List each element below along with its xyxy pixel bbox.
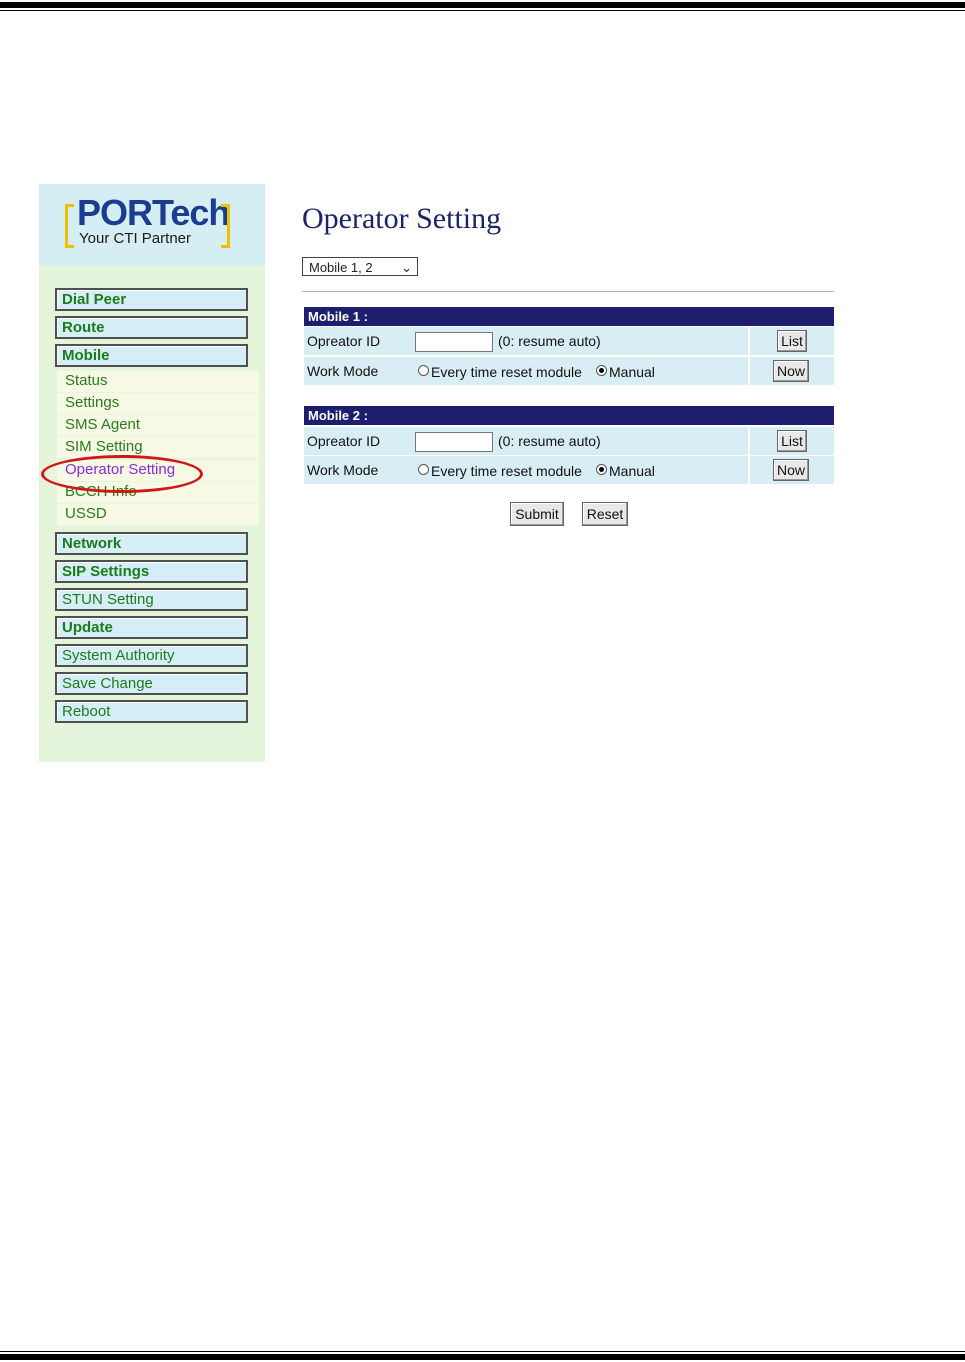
radio-every-time-reset[interactable]: [418, 464, 429, 475]
operator-id-hint: (0: resume auto): [498, 333, 601, 349]
radio-every-time-reset-label: Every time reset module: [431, 463, 582, 479]
sidebar-item-update[interactable]: Update: [55, 616, 248, 639]
sidebar-subitem-sim-setting[interactable]: SIM Setting: [57, 437, 259, 458]
chevron-down-icon: ⌄: [401, 260, 412, 275]
radio-manual-label: Manual: [609, 364, 655, 380]
now-cell: [750, 357, 834, 385]
radio-manual[interactable]: [596, 464, 607, 475]
section-header-mobile-2: Mobile 2 :: [304, 406, 834, 425]
bottom-rule-thin: [0, 1351, 965, 1352]
sidebar-item-save-change[interactable]: Save Change: [55, 672, 248, 695]
sidebar-item-stun-setting[interactable]: STUN Setting: [55, 588, 248, 611]
operator-id-label: Opreator ID: [304, 327, 412, 355]
logo-bracket-right: [221, 204, 230, 248]
radio-manual[interactable]: [596, 365, 607, 376]
now-cell: [750, 456, 834, 484]
sidebar-item-route[interactable]: Route: [55, 316, 248, 339]
logo-bracket-left: [65, 204, 74, 248]
radio-every-time-reset-label: Every time reset module: [431, 364, 582, 380]
list-button[interactable]: List: [777, 330, 807, 352]
work-mode-label: Work Mode: [304, 357, 412, 385]
row-work-mode-1: [304, 357, 834, 385]
now-button[interactable]: Now: [773, 360, 809, 382]
logo-tagline: Your CTI Partner: [79, 230, 191, 247]
list-cell: [750, 327, 834, 355]
sidebar-subitem-bcch-info[interactable]: BCCH Info: [57, 482, 259, 503]
sidebar-item-dial-peer[interactable]: Dial Peer: [55, 288, 248, 311]
operator-id-hint: (0: resume auto): [498, 433, 601, 449]
sidebar: [39, 184, 265, 762]
sidebar-subitem-ussd[interactable]: USSD: [57, 504, 259, 525]
bottom-rule: [0, 1354, 965, 1360]
row-work-mode-2: [304, 456, 834, 484]
work-mode-label: Work Mode: [304, 456, 412, 484]
sidebar-subitem-operator-setting[interactable]: Operator Setting: [57, 460, 259, 481]
sidebar-subitem-sms-agent[interactable]: SMS Agent: [57, 415, 259, 436]
mobile-select[interactable]: [302, 257, 418, 276]
work-mode-cell: [411, 357, 748, 385]
logo-text: PORTech: [77, 192, 230, 233]
radio-every-time-reset[interactable]: [418, 365, 429, 376]
top-rule-thin: [0, 10, 965, 11]
operator-id-label: Opreator ID: [304, 427, 412, 455]
mobile-select-value: Mobile 1, 2: [309, 260, 373, 275]
logo: [39, 184, 265, 266]
highlight-oval: [41, 455, 203, 493]
reset-button[interactable]: Reset: [582, 502, 628, 526]
list-button[interactable]: List: [777, 430, 807, 452]
work-mode-cell: [411, 456, 748, 484]
list-cell: [750, 427, 834, 455]
page-title: Operator Setting: [302, 202, 502, 235]
row-operator-id-2: [304, 427, 834, 455]
sidebar-item-mobile[interactable]: Mobile: [55, 344, 248, 367]
sidebar-item-sip-settings[interactable]: SIP Settings: [55, 560, 248, 583]
operator-id-cell: [411, 427, 748, 455]
now-button[interactable]: Now: [773, 459, 809, 481]
radio-manual-label: Manual: [609, 463, 655, 479]
sidebar-item-network[interactable]: Network: [55, 532, 248, 555]
sidebar-item-reboot[interactable]: Reboot: [55, 700, 248, 723]
sidebar-subitem-status[interactable]: Status: [57, 371, 259, 392]
operator-id-input[interactable]: [415, 332, 493, 352]
sidebar-item-system-authority[interactable]: System Authority: [55, 644, 248, 667]
submit-button[interactable]: Submit: [510, 502, 564, 526]
top-rule: [0, 2, 965, 8]
sidebar-subitem-settings[interactable]: Settings: [57, 393, 259, 414]
operator-id-cell: [411, 327, 748, 355]
row-operator-id-1: [304, 327, 834, 355]
section-header-mobile-1: Mobile 1 :: [304, 307, 834, 326]
operator-id-input[interactable]: [415, 432, 493, 452]
divider: [302, 291, 834, 292]
